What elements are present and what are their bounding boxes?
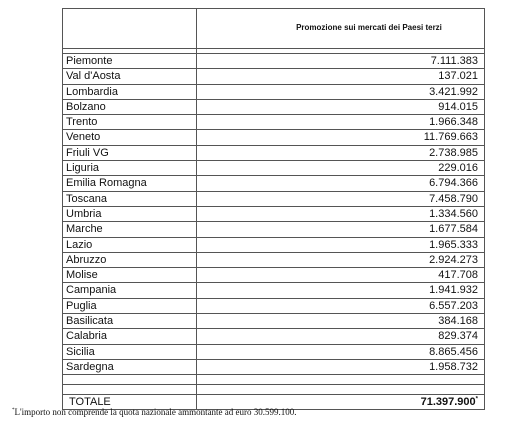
region-amount: 137.021 bbox=[197, 69, 485, 84]
region-amount: 1.677.584 bbox=[197, 222, 485, 237]
table-row bbox=[63, 314, 485, 329]
region-amount: 384.168 bbox=[197, 314, 485, 329]
region-name: Basilicata bbox=[63, 314, 197, 329]
table-header-row bbox=[63, 9, 485, 49]
table-row bbox=[63, 237, 485, 252]
region-name: Abruzzo bbox=[63, 252, 197, 267]
amount-column-header: Promozione sui mercati dei Paesi terzi bbox=[197, 9, 485, 49]
table-row bbox=[63, 115, 485, 130]
region-name: Liguria bbox=[63, 161, 197, 176]
region-amount: 3.421.992 bbox=[197, 84, 485, 99]
region-amount: 417.708 bbox=[197, 268, 485, 283]
table-row bbox=[63, 69, 485, 84]
table-row bbox=[63, 206, 485, 221]
table-row bbox=[63, 161, 485, 176]
blank-row bbox=[63, 375, 485, 385]
region-amount: 1.941.932 bbox=[197, 283, 485, 298]
table-row bbox=[63, 222, 485, 237]
region-amount: 2.738.985 bbox=[197, 145, 485, 160]
table-row bbox=[63, 84, 485, 99]
region-name: Piemonte bbox=[63, 54, 197, 69]
region-name: Calabria bbox=[63, 329, 197, 344]
region-name: Val d'Aosta bbox=[63, 69, 197, 84]
region-amount: 1.966.348 bbox=[197, 115, 485, 130]
region-amount: 8.865.456 bbox=[197, 344, 485, 359]
table-body bbox=[63, 49, 485, 375]
region-name: Trento bbox=[63, 115, 197, 130]
region-column-header bbox=[63, 9, 197, 49]
footnote-marker: * bbox=[12, 408, 15, 413]
region-name: Sicilia bbox=[63, 344, 197, 359]
region-amount: 1.334.560 bbox=[197, 206, 485, 221]
table-row bbox=[63, 298, 485, 313]
region-amount: 1.958.732 bbox=[197, 359, 485, 374]
footnote-text: L'importo non comprende la quota nazionale ammontante ad euro 30.599.100. bbox=[14, 407, 297, 417]
allocation-table bbox=[62, 8, 485, 410]
region-name: Bolzano bbox=[63, 99, 197, 114]
table-row bbox=[63, 344, 485, 359]
table-row bbox=[63, 99, 485, 114]
region-name: Toscana bbox=[63, 191, 197, 206]
table-row bbox=[63, 359, 485, 374]
region-name: Lombardia bbox=[63, 84, 197, 99]
table-row bbox=[63, 54, 485, 69]
region-amount: 6.794.366 bbox=[197, 176, 485, 191]
table-row bbox=[63, 329, 485, 344]
region-amount: 7.458.790 bbox=[197, 191, 485, 206]
table-row bbox=[63, 176, 485, 191]
region-name: Umbria bbox=[63, 206, 197, 221]
total-amount: 71.397.900 bbox=[420, 396, 476, 409]
region-amount: 2.924.273 bbox=[197, 252, 485, 267]
table-row bbox=[63, 191, 485, 206]
region-name: Sardegna bbox=[63, 359, 197, 374]
region-amount: 229.016 bbox=[197, 161, 485, 176]
table-row bbox=[63, 283, 485, 298]
region-amount: 829.374 bbox=[197, 329, 485, 344]
region-amount: 914.015 bbox=[197, 99, 485, 114]
table-row bbox=[63, 252, 485, 267]
table-footer bbox=[63, 375, 485, 410]
region-name: Lazio bbox=[63, 237, 197, 252]
table-row bbox=[63, 268, 485, 283]
total-label: TOTALE bbox=[63, 395, 197, 410]
region-amount: 1.965.333 bbox=[197, 237, 485, 252]
region-name: Marche bbox=[63, 222, 197, 237]
region-amount: 7.111.383 bbox=[197, 54, 485, 69]
footnote bbox=[12, 407, 297, 417]
region-amount: 11.769.663 bbox=[197, 130, 485, 145]
region-name: Puglia bbox=[63, 298, 197, 313]
region-amount: 6.557.203 bbox=[197, 298, 485, 313]
region-name: Emilia Romagna bbox=[63, 176, 197, 191]
region-name: Veneto bbox=[63, 130, 197, 145]
blank-row bbox=[63, 385, 485, 395]
region-name: Campania bbox=[63, 283, 197, 298]
region-name: Friuli VG bbox=[63, 145, 197, 160]
table-row bbox=[63, 130, 485, 145]
total-marker: * bbox=[475, 396, 478, 403]
table-row bbox=[63, 145, 485, 160]
region-name: Molise bbox=[63, 268, 197, 283]
